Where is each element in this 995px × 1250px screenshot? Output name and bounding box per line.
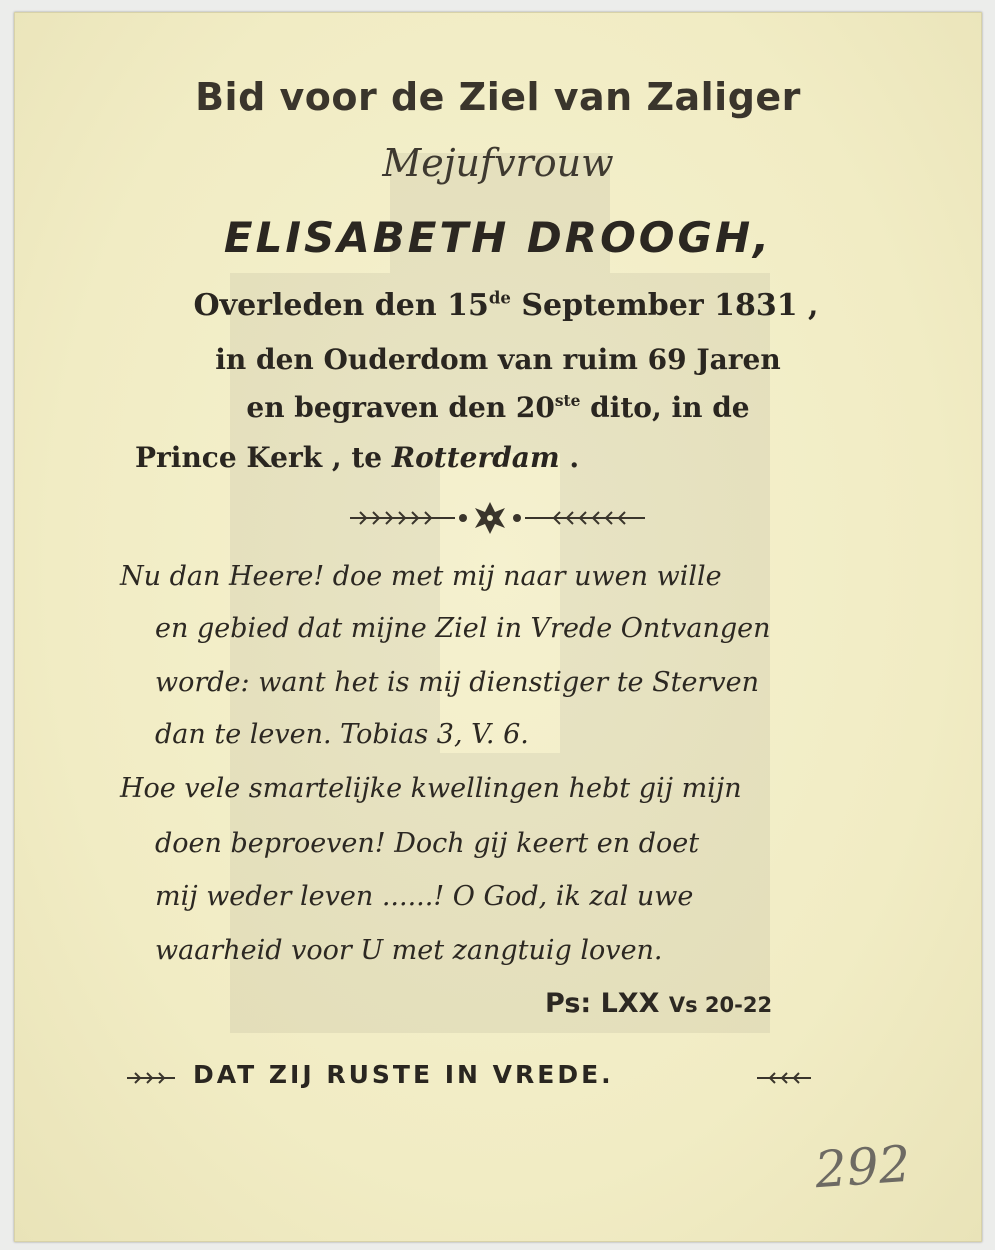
- deceased-name: ELISABETH DROOGH,: [223, 213, 773, 262]
- psalm-reference: Ps: LXX Vs 20-22: [545, 988, 773, 1019]
- age-line: in den Ouderdom van ruim 69 Jaren: [215, 343, 781, 376]
- verse-line-7: mij weder leven ......! O God, ik zal uwe: [155, 881, 694, 912]
- prayer-card: [14, 12, 982, 1242]
- verse-line-8: waarheid voor U met zangtuig loven.: [155, 935, 663, 966]
- church-line: Prince Kerk , te Rotterdam .: [135, 441, 580, 474]
- death-date-line: Overleden den 15de September 1831 ,: [193, 288, 819, 323]
- verse-line-1: Nu dan Heere! doe met mij naar uwen wille: [120, 561, 722, 592]
- closing-line: [125, 1060, 825, 1100]
- header-line: Bid voor de Ziel van Zaliger: [195, 75, 801, 119]
- closing-text: DAT ZIJ RUSTE IN VREDE.: [193, 1060, 614, 1089]
- title-honorific: Mejufvrouw: [382, 141, 614, 185]
- verse-line-6: doen beproeven! Doch gij keert en doet: [155, 828, 700, 859]
- right-flourish-icon: [755, 1068, 815, 1088]
- catalog-number: 292: [813, 1134, 913, 1200]
- verse-line-2: en gebied dat mijne Ziel in Vrede Ontvangen: [155, 613, 771, 644]
- verse-line-4: dan te leven. Tobias 3, V. 6.: [155, 719, 529, 750]
- verse-line-5: Hoe vele smartelijke kwellingen hebt gij mijn: [120, 773, 742, 804]
- burial-line: en begraven den 20ste dito, in de: [246, 391, 750, 424]
- left-flourish-icon: [125, 1068, 180, 1088]
- ornament-divider: [345, 498, 655, 538]
- verse-line-3: worde: want het is mij dienstiger te Sterven: [155, 667, 759, 698]
